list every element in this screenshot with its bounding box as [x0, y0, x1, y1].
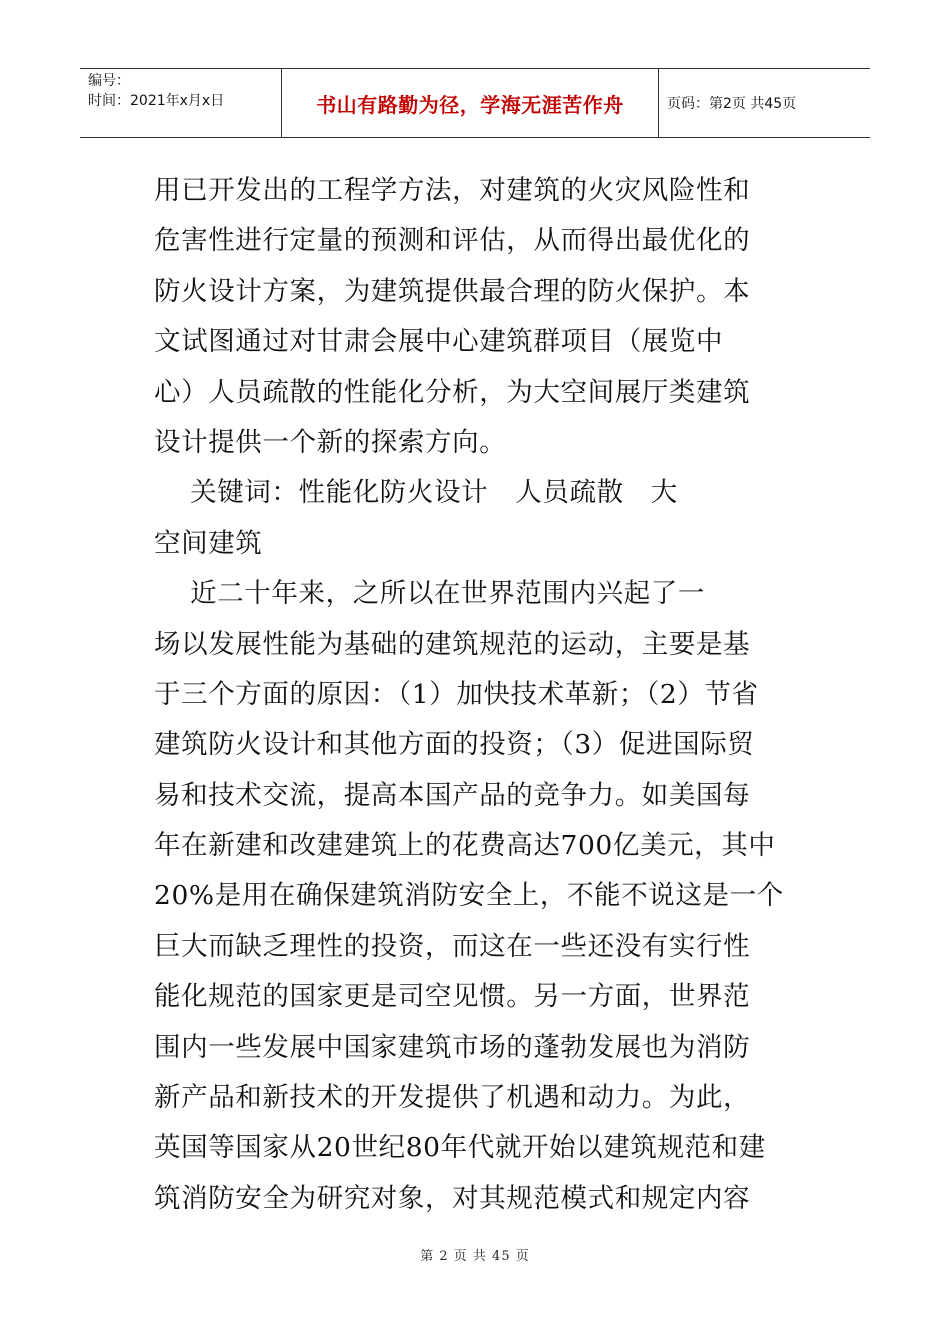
body-line: 场以发展性能为基础的建筑规范的运动，主要是基	[154, 628, 751, 660]
body-line: 于三个方面的原因：（1）加快技术革新；（2）节省	[154, 678, 759, 710]
document-number-label: 编号：	[88, 73, 130, 89]
body-line: 文试图通过对甘肃会展中心建筑群项目（展览中	[154, 326, 724, 358]
page-footer: 第 2 页 共 45 页	[420, 1249, 530, 1264]
body-line: 关键词：性能化防火设计 人员疏散 大	[154, 477, 678, 509]
document-body	[154, 166, 814, 1224]
header-meta	[88, 71, 278, 111]
body-line: 易和技术交流，提高本国产品的竞争力。如美国每	[154, 779, 751, 811]
body-line: 危害性进行定量的预测和评估，从而得出最优化的	[154, 225, 751, 257]
body-line: 能化规范的国家更是司空见惯。另一方面，世界范	[154, 981, 751, 1013]
body-line: 巨大而缺乏理性的投资，而这在一些还没有实行性	[154, 930, 751, 962]
body-line: 英国等国家从20世纪80年代就开始以建筑规范和建	[154, 1132, 766, 1164]
body-line: 设计提供一个新的探索方向。	[154, 426, 507, 458]
body-line: 新产品和新技术的开发提供了机遇和动力。为此，	[154, 1082, 751, 1114]
page-header	[80, 68, 870, 138]
header-page-info: 页码：第2页 共45页	[667, 96, 797, 112]
body-line: 建筑防火设计和其他方面的投资；（3）促进国际贸	[154, 729, 755, 761]
body-line: 筑消防安全为研究对象，对其规范模式和规定内容	[154, 1182, 751, 1214]
body-line: 围内一些发展中国家建筑市场的蓬勃发展也为消防	[154, 1031, 751, 1063]
body-line: 用已开发出的工程学方法，对建筑的火灾风险性和	[154, 175, 751, 206]
header-motto: 书山有路勤为径，学海无涯苦作舟	[316, 92, 624, 117]
body-line: 心）人员疏散的性能化分析，为大空间展厅类建筑	[154, 376, 751, 408]
body-line: 年在新建和改建建筑上的花费高达700亿美元，其中	[154, 830, 776, 862]
document-time-label: 时间：2021年x月x日	[88, 93, 225, 109]
body-line: 防火设计方案，为建筑提供最合理的防火保护。本	[154, 275, 751, 307]
body-line: 20%是用在确保建筑消防安全上，不能不说这是一个	[154, 880, 784, 912]
body-line: 空间建筑	[154, 527, 263, 559]
body-line: 近二十年来，之所以在世界范围内兴起了一	[154, 578, 705, 610]
